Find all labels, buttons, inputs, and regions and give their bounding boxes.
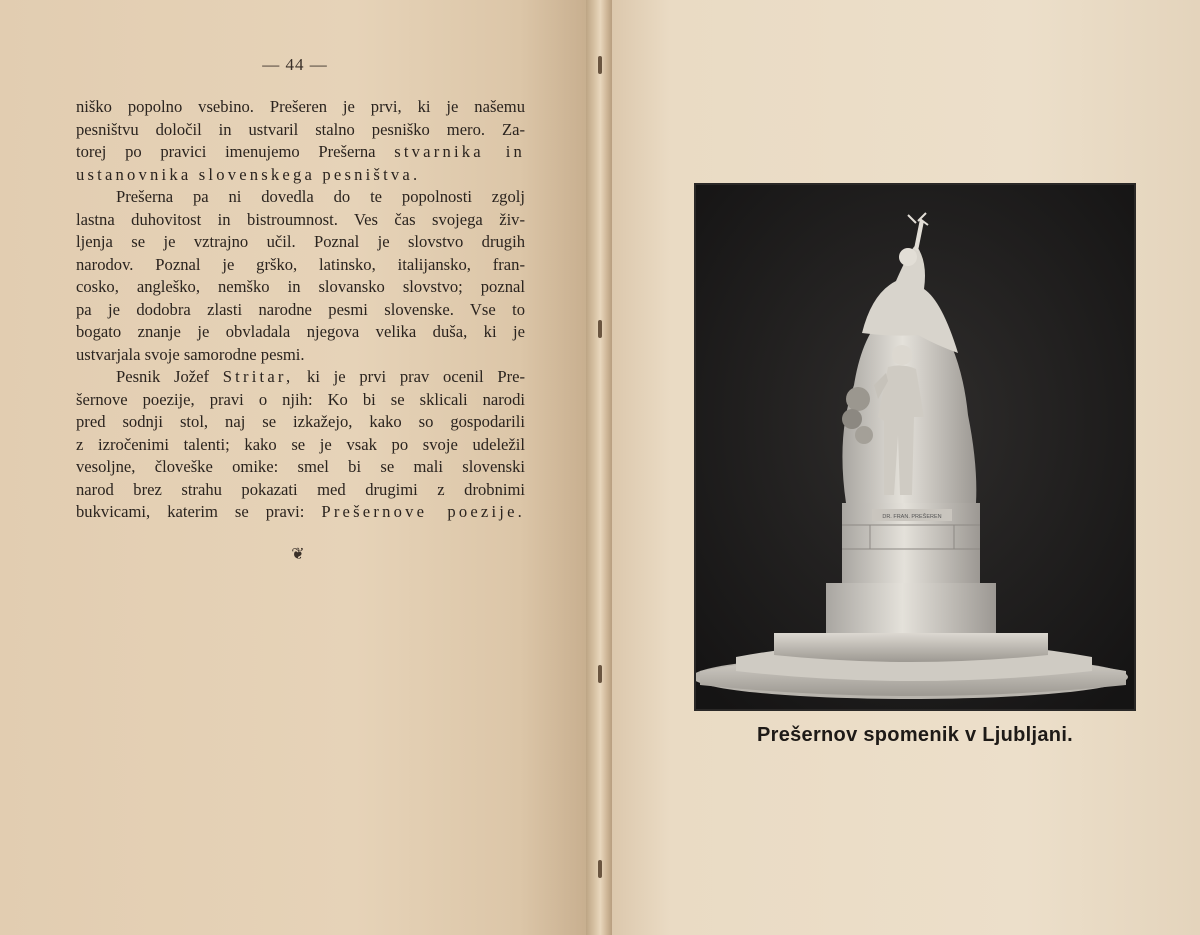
text-line xyxy=(76,434,525,457)
emphasized-text: Prešernove poezije. xyxy=(321,502,525,521)
text-line xyxy=(76,276,525,299)
text-line xyxy=(76,141,525,164)
text-run: bogato znanje je obvladala njegova velika duša, ki je xyxy=(76,322,525,341)
text-line xyxy=(76,164,525,187)
poet-figure xyxy=(892,345,912,365)
emphasized-text: Stritar, xyxy=(222,367,294,386)
text-line xyxy=(76,479,525,502)
text-run: pesništvu določil in ustvaril stalno pesniško mero. Za- xyxy=(76,119,525,139)
text-run: niško popolno vsebino. Prešeren je prvi, ki je našemu xyxy=(76,97,525,116)
binding-stitch xyxy=(598,665,602,683)
binding-stitch xyxy=(598,320,602,338)
text-line xyxy=(76,119,525,142)
text-line xyxy=(76,254,525,277)
text-line xyxy=(76,456,525,479)
text-run: šernove poezije, pravi o njih: Ko bi se sklicali narodi xyxy=(76,389,525,409)
text-run: cosko, angleško, nemško in slovansko slovstvo; poznal xyxy=(76,277,525,296)
text-run: Pesnik Jožef xyxy=(116,367,209,386)
text-run: narodov. Poznal je grško, latinsko, italijansko, fran- xyxy=(76,254,525,274)
photo-caption: Prešernov spomenik v Ljubljani. xyxy=(756,724,1074,746)
text-line xyxy=(76,501,525,524)
text-run: ljenja se je vztrajno učil. Poznal je slovstvo drugih xyxy=(76,232,525,251)
monument-illustration xyxy=(696,185,1134,709)
plinth-inscription: DR. FRAN. PREŠEREN xyxy=(882,514,942,520)
text-line xyxy=(76,231,525,254)
emphasized-text: ustanovnika slovenskega pesništva. xyxy=(76,164,421,184)
text-run: vesoljne, človeške omike: smel bi se mali slovenski xyxy=(76,457,525,476)
binding-stitch xyxy=(598,860,602,878)
text-run: narod brez strahu pokazati med drugimi z drobnimi xyxy=(76,479,525,499)
book-gutter xyxy=(586,0,612,935)
monument-plinth xyxy=(826,583,996,633)
emphasized-text: stvarnika in xyxy=(394,142,526,161)
text-line xyxy=(76,209,525,232)
text-run: z izročenimi talenti; kako se je vsak po svoje udeležil xyxy=(76,434,525,454)
text-run: pa je dodobra zlasti narodne pesmi slovenske. Vse to xyxy=(76,299,525,319)
monument-middle-step xyxy=(774,633,1048,662)
left-page xyxy=(0,0,590,935)
text-run: torej po pravici imenujemo Prešerna xyxy=(76,142,376,161)
text-line xyxy=(76,366,525,389)
text-line xyxy=(76,411,525,434)
text-line xyxy=(76,186,525,209)
text-run: lastna duhovitost in bistroumnost. Ves čas svojega živ- xyxy=(76,209,525,229)
body-text xyxy=(76,96,525,524)
text-run: Prešerna pa ni dovedla do te popolnosti zgolj xyxy=(116,187,525,206)
page-number: — 44 — xyxy=(262,55,328,74)
text-run: ustvarjala svoje samorodne pesmi. xyxy=(76,344,305,364)
end-ornament-icon: ❦ xyxy=(291,546,305,563)
text-run: pred sodnji stol, naj se izkažejo, kako so gospodarili xyxy=(76,412,525,431)
text-run: ki je prvi prav ocenil Pre- xyxy=(307,367,525,386)
text-line xyxy=(76,389,525,412)
text-line xyxy=(76,96,525,119)
text-line xyxy=(76,299,525,322)
monument-photograph xyxy=(694,183,1136,711)
text-line xyxy=(76,321,525,344)
binding-stitch xyxy=(598,56,602,74)
text-run: bukvicami, katerim se pravi: xyxy=(76,502,305,521)
text-line xyxy=(76,344,525,367)
